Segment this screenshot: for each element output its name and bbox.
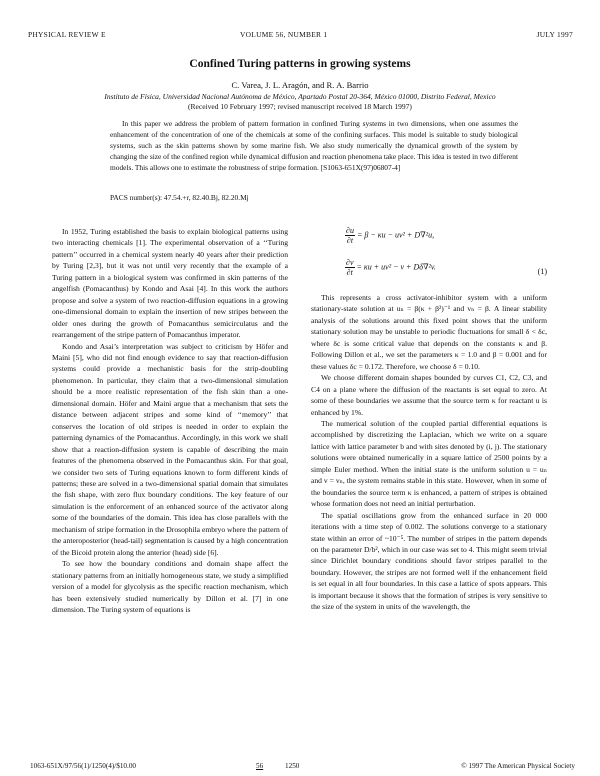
page-number: 1250 bbox=[285, 762, 300, 770]
copyright: © 1997 The American Physical Society bbox=[461, 762, 575, 770]
equation-number: (1) bbox=[537, 267, 547, 276]
equation-u-rhs: = β − κu − uv² + D∇²u, bbox=[356, 230, 435, 240]
issue-date: JULY 1997 bbox=[536, 30, 573, 39]
author-list: C. Varea, J. L. Aragón, and R. A. Barrio bbox=[231, 80, 369, 90]
derivative-v: $\frac{\partial v}{\partial t}$ bbox=[346, 258, 354, 277]
paragraph: Kondo and Asai’s interpretation was subject to criticism by Höfer and Maini [5], who did not find enough evidence to say that reaction-diffusion systems could provide a mechanistic basis for the strip-doubling phenomenon. In particular, they claim that a two-dimensional simulation should be a more realistic representation of the fish skin than a one-dimensional domain. Höfer and Maini argue that a mechanism that sets the distance between adjacent stripes and some kind of ‘‘memory’’ that conserves the location of old stripes is needed in order to explain the patterning dynamics of the Pomacanthus. Accordingly, in this work we shall show that a reaction-diffusion system is capable of describing the main features of the phenomena observed in the Pomacanthus skin. For that goal, we consider two sets of Turing equations known to form different kinds of patterns; these are solved in a two-dimensional spatial domain that simulates the fish shape, with zero flux boundary conditions. The key feature of our simulation is the enforcement of an enhanced source of the activator along some of the boundaries of the domain. This idea has close parallels with the mechanism of stripe formation in the Drosophila embryo where the pattern of the anteroposterior (head-tail) segmentation is caused by a high concentration of the Bicoid protein along the anterior (head) side [6]. bbox=[52, 341, 288, 557]
left-column bbox=[52, 226, 288, 615]
paragraph: In 1952, Turing established the basis to explain biological patterns using two interacting chemicals [1]. The experimental observation of a ‘‘Turing pattern’’ occurred in a chemical system nearly 40 years after their prediction by Turing [2,3], but it was not until very recently that the example of a Turing pattern in a biological system was confirmed in skin patterns of the angelfish (Pomacanthus) by Kondo and Asai [4]. In this work the authors propose and solve a system of two reaction-diffusion equations in a growing one-dimensional domain to explain the insertion of new stripes between the older ones during the growth of Pomacanthus semicirculatus and the rearrangement of the stripe pattern of Pomacanthus imperator. bbox=[52, 227, 288, 340]
equation-v-rhs: = κu + uv² − v + Dδ∇²v. bbox=[356, 262, 436, 272]
paragraph: We choose different domain shapes bounded by curves C1, C2, C3, and C4 on a plane where the diffusion of the reactants is set equal to zero. At some of these boundaries we assume that the source term κ for reactant u is enhanced by 1%. bbox=[311, 373, 547, 417]
affiliation: Instituto de Física, Universidad Nacional Autónoma de México, Apartado Postal 20-364, México 01000, Distrito Federal, Mexico bbox=[104, 92, 496, 101]
paper-title: Confined Turing patterns in growing systems bbox=[189, 58, 411, 70]
paragraph: The spatial oscillations grow from the enhanced surface in 20 000 iterations with a time step of 0.002. The solutions converge to a stationary state within an error of ~10⁻⁵. The number of stripes in the pattern depends on the parameter D/b², which in our case was set to 4. This might seem trivial since Dirichlet boundary conditions should favor stripes parallel to the boundary. However, the stripes are not formed well if the enhancement field is set equal in all four boundaries. In this case a lattice of spots appears. This is important because it shows that the formation of stripes is very sensitive to the size of the system in units of the wavelength, the bbox=[311, 510, 547, 612]
equation-u bbox=[311, 226, 547, 252]
abstract: In this paper we address the problem of pattern formation in confined Turing systems in two dimensions, when one assumes the enhancement of the concentration of one of the chemicals at some of the confining surfaces. This model is suitable to study biological systems, such as the skin patterns shown by some marine fish. We also study numerically the dynamical growth of the system by changing the size of the confined region while dynamical diffusion and reaction phenomena take place. This idea is tested in two different models. This allows one to estimate the robustness of stripe formation. [S1063-651X(97)06807-4] bbox=[110, 119, 518, 173]
equation-v bbox=[311, 258, 547, 284]
article-code: 1063-651X/97/56(1)/1250(4)/$10.00 bbox=[30, 762, 137, 770]
volume-number: 56 bbox=[256, 762, 264, 770]
derivative-u: $\frac{\partial u}{\partial t}$ bbox=[346, 226, 354, 245]
paragraph: The numerical solution of the coupled partial differential equations is accomplished by discretizing the Laplacian, which we write on a square lattice with lattice parameter b and with sites denoted by (i, j). The stationary solutions were obtained numerically in a square lattice of 2500 points by a simple Euler method. When the initial state is the uniform solution u = uₙ and v = vₙ, the system remains stable in this state. However, when in some of the boundaries the source term κ is enhanced, a pattern of stripes is obtained whose formation does not need an initial perturbation. bbox=[311, 418, 547, 509]
right-column bbox=[311, 226, 547, 613]
volume-issue: VOLUME 56, NUMBER 1 bbox=[240, 30, 328, 39]
pacs-numbers: PACS number(s): 47.54.+r, 82.40.Bj, 82.20.Mj bbox=[110, 193, 249, 202]
received-dates: (Received 10 February 1997; revised manuscript received 18 March 1997) bbox=[188, 102, 412, 111]
paragraph: To see how the boundary conditions and domain shape affect the stationary patterns from an initially homogeneous state, we study a simplified version of a model for glycolysis as the specific reaction mechanism, which has been extensively studied numerically by Dillon et al. [7] in one dimension. The Turing system of equations is bbox=[52, 559, 288, 614]
paragraph: This represents a cross activator-inhibitor system with a uniform stationary-state solution at uₙ = β(κ + β²)⁻¹ and vₙ = β. A linear stability analysis of the solutions around this fixed point shows that the uniform stationary solution may be unstable to periodic fluctuations for small δ < δc, where δc is some critical value that depends on the constants κ and β. Following Dillon et al., we set the parameters κ = 1.0 and β = 0.001 and for these values δc = 0.172. Therefore, we choose δ = 0.10. bbox=[311, 293, 547, 371]
journal-name: PHYSICAL REVIEW E bbox=[28, 30, 106, 39]
